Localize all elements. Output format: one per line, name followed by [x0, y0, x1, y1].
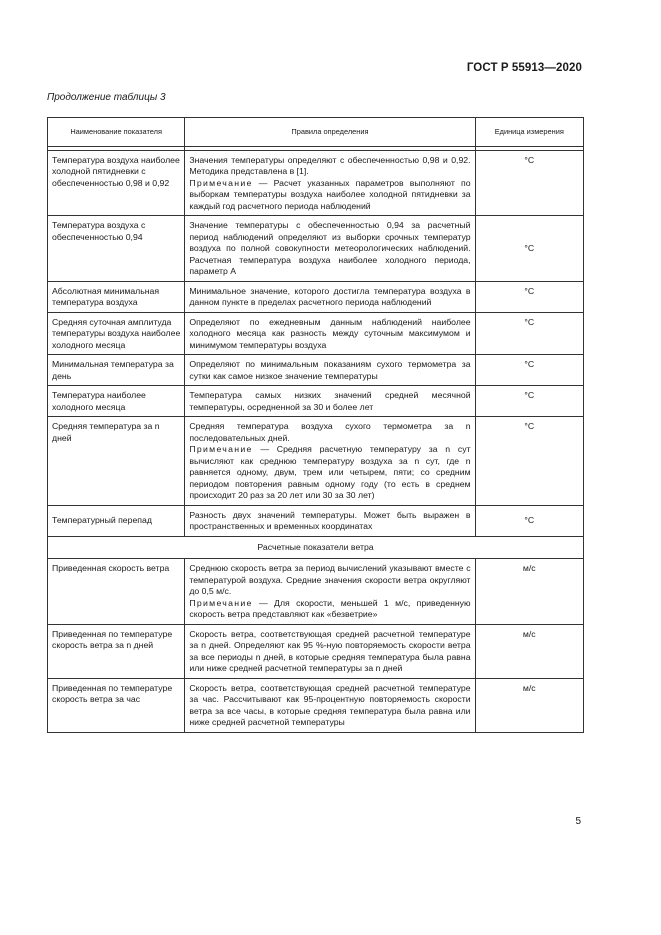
unit: °С	[475, 355, 583, 386]
unit: м/с	[475, 559, 583, 625]
indicator-name: Температурный перепад	[48, 505, 185, 536]
rule-main: Значения температуры определяют с обеспеченностью 0,98 и 0,92. Методика представлена в [1].	[189, 154, 471, 176]
rule-text: Значение температуры с обеспеченностью 0,94 за расчетный период наблюдений определяют из выборки срочных температур воздуха по полной совокупности метеорологических наблюдений. Расчетная температура воздуха наиболее холодного периода, параметр А	[185, 216, 475, 282]
note-text: — Расчет указанных параметров выполняют по выборкам температуры воздуха наиболее холодной пятидневки за каждый год расчетного периода наблюдений	[189, 177, 471, 211]
rule-text: Минимальное значение, которого достигла температура воздуха в данном пункте в пределах расчетного периода наблюдений	[185, 281, 475, 312]
rule-text: Скорость ветра, соответствующая средней расчетной температуре за n дней. Определяют как 95 %-ную повторяемость скорости ветра за все периоды n дней, в которые средняя температура была равна или ниже средней расчетной температуры за n дней	[185, 624, 475, 678]
document-standard-number: ГОСТ Р 55913—2020	[466, 62, 582, 74]
unit: °С	[475, 216, 583, 282]
column-header-unit: Единица измерения	[475, 118, 583, 147]
column-header-name: Наименование показателя	[48, 118, 185, 147]
indicator-name: Приведенная по температуре скорость ветра за час	[48, 678, 185, 732]
section-row	[48, 536, 584, 559]
table-row	[48, 678, 584, 732]
table-caption: Продолжение таблицы 3	[47, 92, 166, 103]
table-row	[48, 312, 584, 355]
table-row	[48, 355, 584, 386]
rule-text: Определяют по минимальным показаниям сухого термометра за сутки как самое низкое значение температуры	[185, 355, 475, 386]
section-title: Расчетные показатели ветра	[48, 536, 584, 559]
rule-text: Температура самых низких значений средней месячной температуры, осредненной за 30 и более лет	[185, 386, 475, 417]
indicator-name: Приведенная скорость ветра	[48, 559, 185, 625]
climate-parameters-table	[47, 117, 584, 733]
note-label: Примечание	[189, 597, 253, 608]
indicator-name: Средняя температура за n дней	[48, 417, 185, 506]
note-text: — Средняя расчетную температуру за n сут вычисляют как среднюю температуру воздуха за n сут, где n равняется одному, двум, трем или четырем, пяти; со средним периодом повторения равным одному году (то есть в среднем происходит 20 раз за 20 лет или 30 за 30 лет)	[189, 444, 471, 500]
rule-text	[185, 559, 475, 625]
indicator-name: Минимальная температура за день	[48, 355, 185, 386]
rule-text	[185, 150, 475, 216]
table-row	[48, 624, 584, 678]
unit: °С	[475, 386, 583, 417]
table-row	[48, 559, 584, 625]
rule-main: Средняя температура воздуха сухого термометра за n последовательных дней.	[189, 421, 471, 443]
indicator-name: Абсолютная минимальная температура воздуха	[48, 281, 185, 312]
indicator-name: Средняя суточная амплитуда температуры воздуха наиболее холодного месяца	[48, 312, 185, 355]
unit: °С	[475, 150, 583, 216]
table-row	[48, 150, 584, 216]
unit: °С	[475, 417, 583, 506]
table-row	[48, 417, 584, 506]
rule-text: Скорость ветра, соответствующая средней расчетной температуре за час. Рассчитывают как 95-процентную повторяемость скорости ветра за все часы, в которые средняя температура была равна или ниже средней расчетной температуры	[185, 678, 475, 732]
indicator-name: Температура воздуха с обеспеченностью 0,94	[48, 216, 185, 282]
indicator-name: Температура воздуха наиболее холодной пятидневки с обеспеченностью 0,98 и 0,92	[48, 150, 185, 216]
rule-text: Определяют по ежедневным данным наблюдений наиболее холодного месяца как разность между суточным максимумом и минимумом температуры воздуха	[185, 312, 475, 355]
rule-text: Разность двух значений температуры. Может быть выражен в пространственных и временных координатах	[185, 505, 475, 536]
table-row	[48, 505, 584, 536]
unit: м/с	[475, 678, 583, 732]
unit: °С	[475, 505, 583, 536]
rule-text	[185, 417, 475, 506]
note-label: Примечание	[189, 444, 253, 454]
table-row	[48, 216, 584, 282]
indicator-name: Температура наиболее холодного месяца	[48, 386, 185, 417]
note-text: — Для скорости, меньшей 1 м/с, приведенную скорость ветра представляют как «безветрие»	[189, 597, 471, 619]
table-row	[48, 386, 584, 417]
table-header-row	[48, 118, 584, 147]
unit: °С	[475, 312, 583, 355]
page-number: 5	[575, 816, 581, 827]
note-label: Примечание	[189, 177, 253, 188]
rule-main: Среднюю скорость ветра за период вычислений указывают вместе с температурой воздуха. Средние значения скорости ветра округляют до 0,5 м/с.	[189, 563, 471, 596]
unit: м/с	[475, 624, 583, 678]
column-header-rule: Правила определения	[185, 118, 475, 147]
unit: °С	[475, 281, 583, 312]
indicator-name: Приведенная по температуре скорость ветра за n дней	[48, 624, 185, 678]
table-row	[48, 281, 584, 312]
